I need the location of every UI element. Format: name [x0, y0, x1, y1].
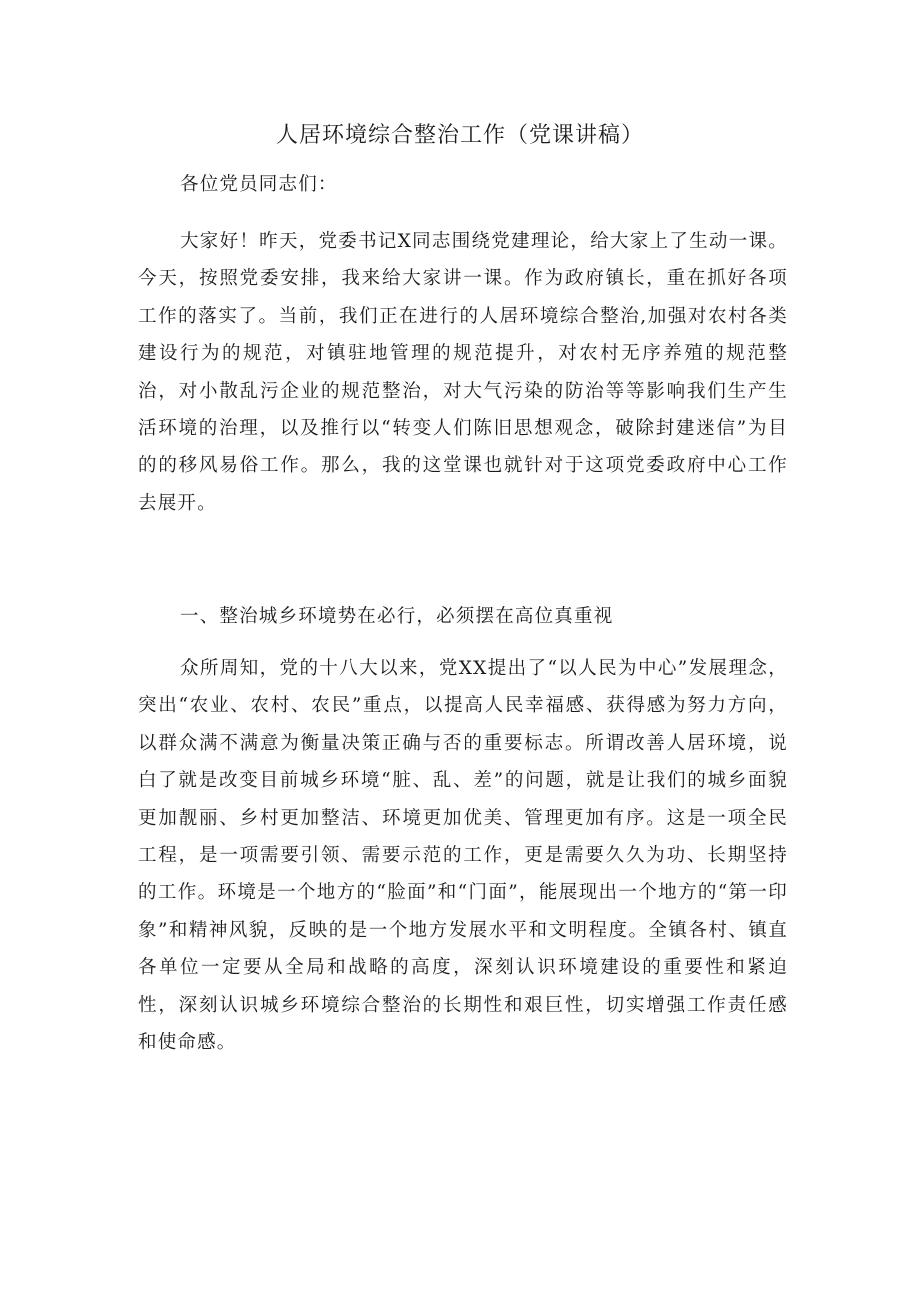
document-title: 人居环境综合整治工作（党课讲稿） [275, 123, 644, 148]
paragraph-opening: 大家好！昨天，党委书记X同志围绕党建理论，给大家上了生动一课。今天，按照党委安排，我来给大家讲一课。作为政府镇长，重在抓好各项工作的落实了。当前，我们正在进行的人居环境综合整治,加强对农村各类建设行为的规范，对镇驻地管理的规范提升，对农村无序养殖的规范整治，对小散乱污企业的规范整治，对大气污染的防治等等影响我们生产生活环境的治理，以及推行以“转变人们陈旧思想观念，破除封建迷信”为目的的移风易俗工作。那么，我的这堂课也就针对于这项党委政府中心工作去展开。 [138, 231, 788, 514]
greeting: 各位党员同志们： [180, 174, 338, 195]
paragraph-section-1: 众所周知，党的十八大以来，党XX提出了“以人民为中心”发展理念，突出“农业、农村、农民”重点，以提高人民幸福感、获得感为努力方向，以群众满不满意为衡量决策正确与否的重要标志。所谓改善人居环境，说白了就是改变目前城乡环境“脏、乱、差”的问题，就是让我们的城乡面貌更加靓丽、乡村更加整洁、环境更加优美、管理更加有序。这是一项全民工程，是一项需要引领、需要示范的工作，更是需要久久为功、长期坚持的工作。环境是一个地方的“脸面”和“门面”，能展现出一个地方的“第一印象”和精神风貌，反映的是一个地方发展水平和文明程度。全镇各村、镇直各单位一定要从全局和战略的高度，深刻认识环境建设的重要性和紧迫性，深刻认识城乡环境综合整治的长期性和艰巨性，切实增强工作责任感和使命感。 [138, 658, 788, 1054]
section-heading-1: 一、整治城乡环境势在必行，必须摆在高位真重视 [180, 606, 614, 627]
